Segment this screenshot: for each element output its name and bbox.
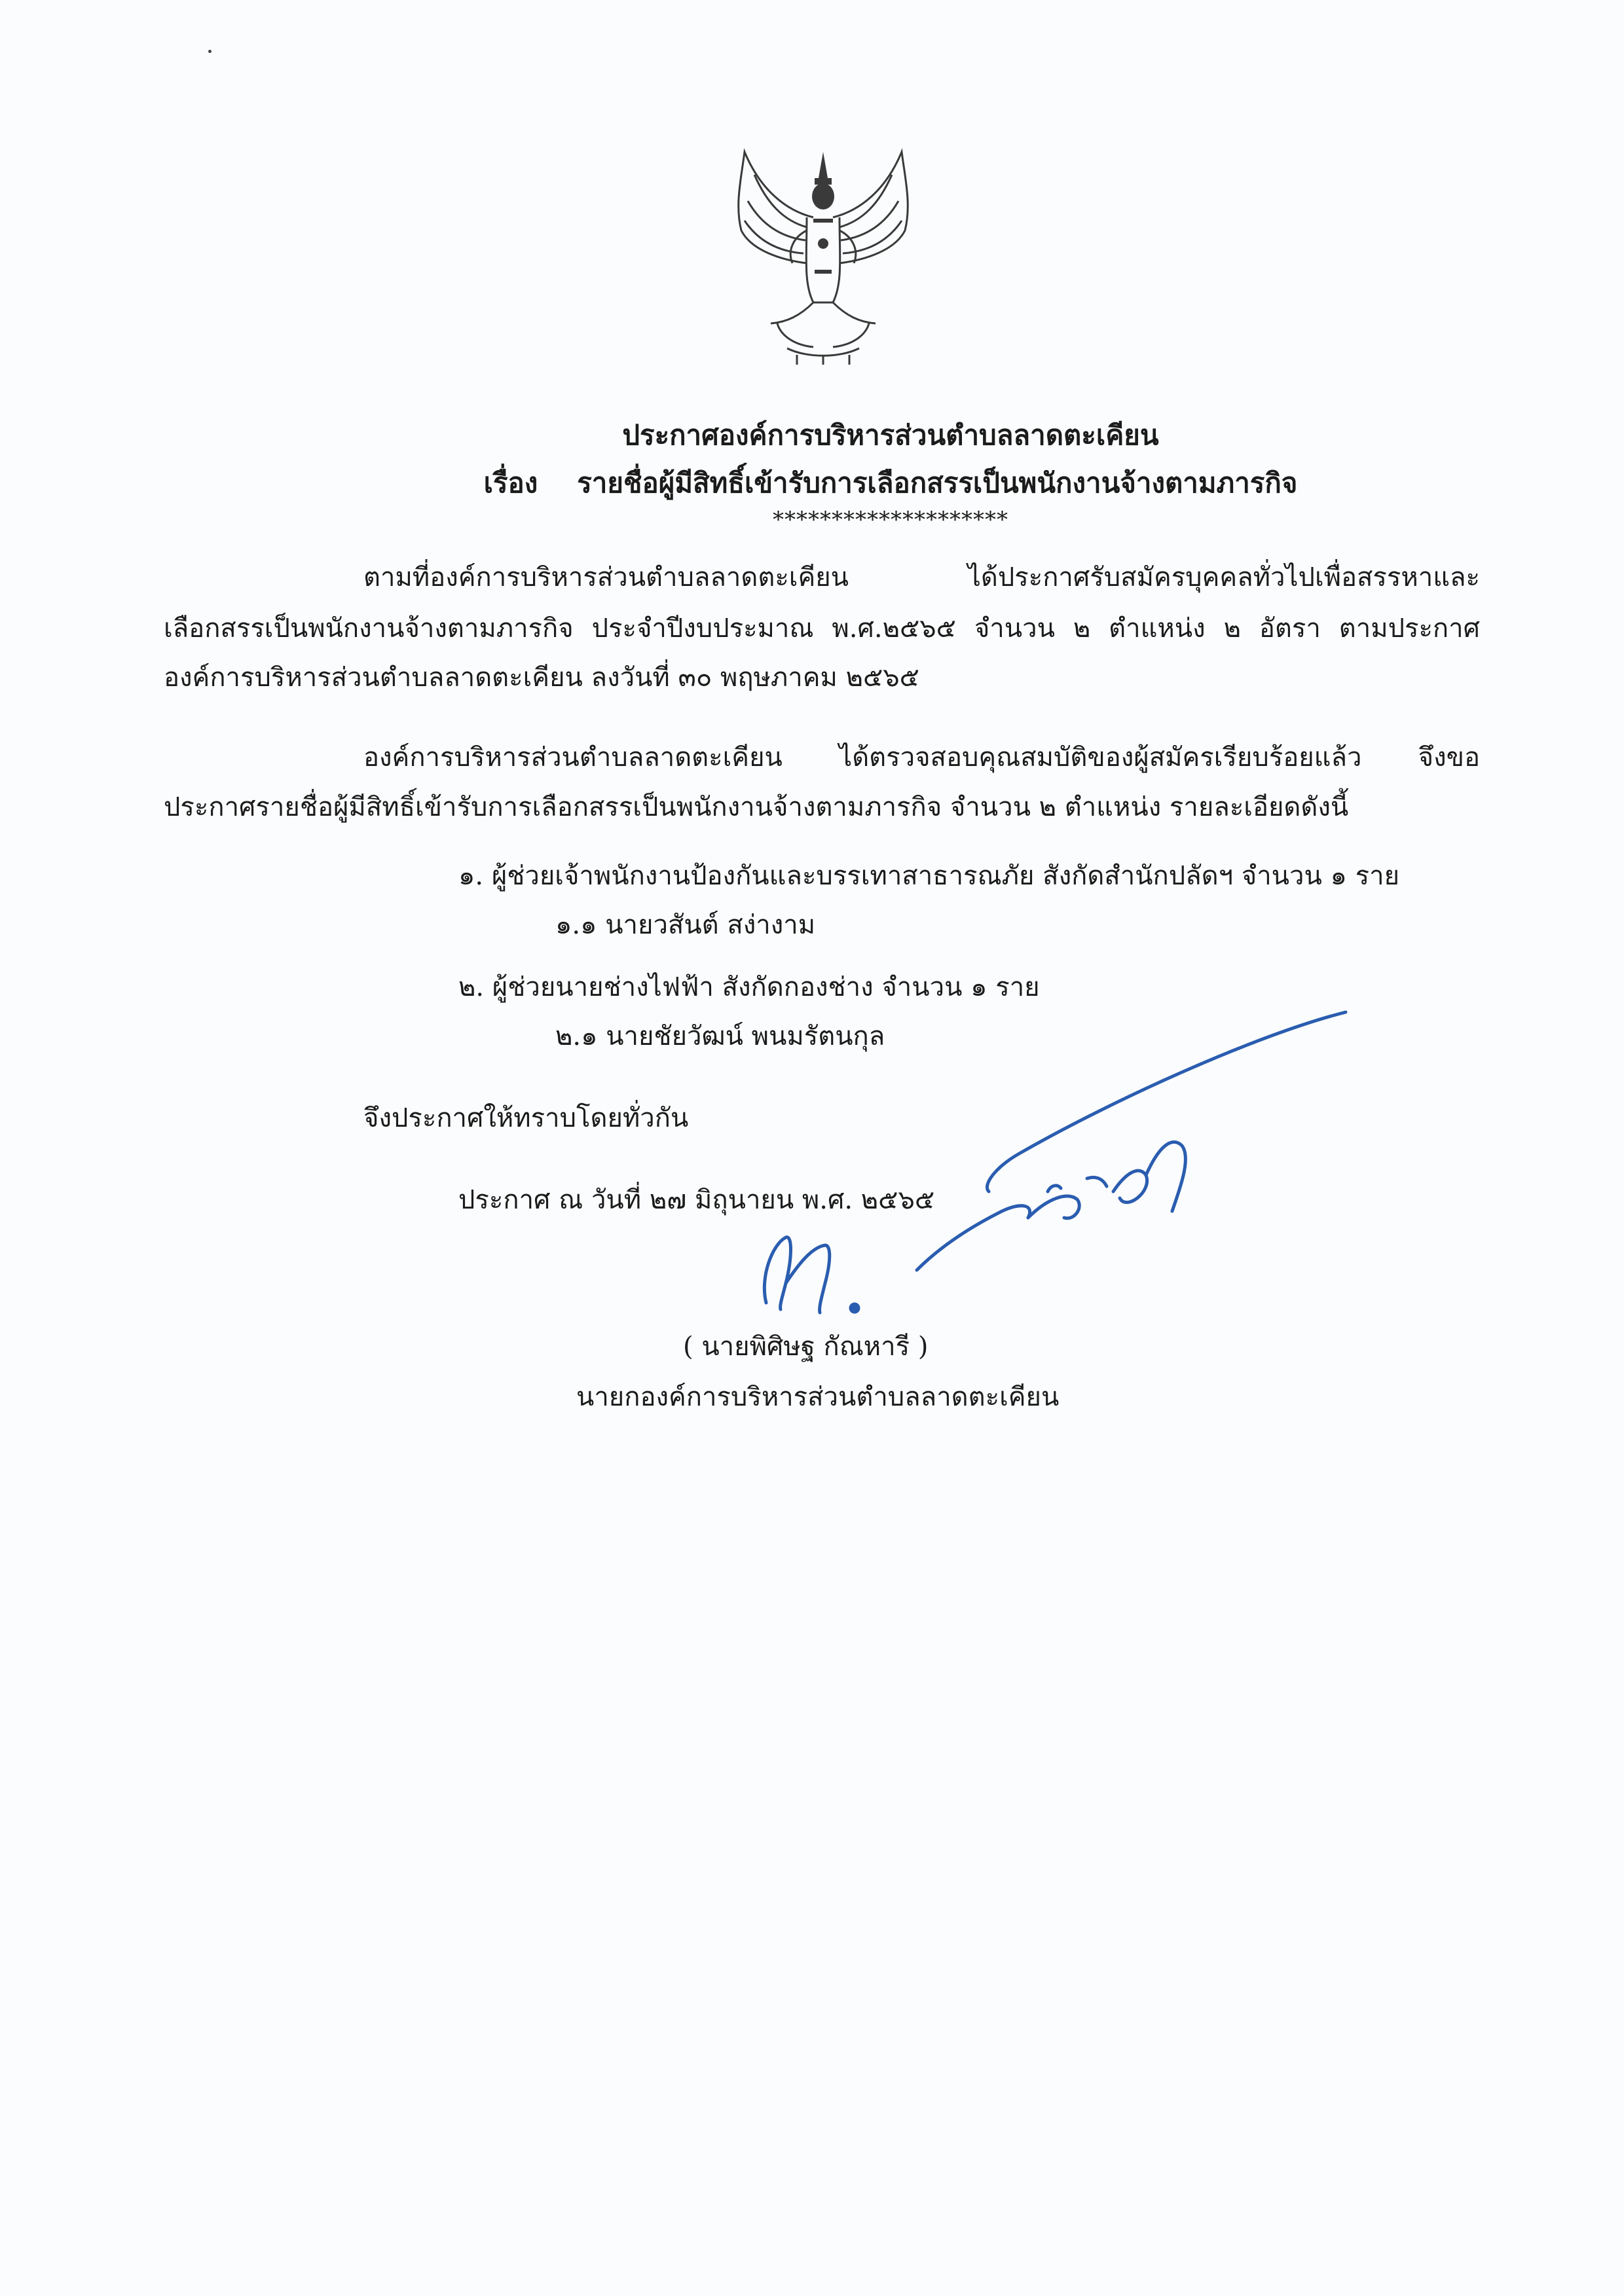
signer-title: นายกองค์การบริหารส่วนตำบลลาดตะเคียน <box>576 1382 1060 1412</box>
title-divider: ******************** <box>773 507 1008 533</box>
closing-announce: จึงประกาศให้ทราบโดยทั่วกัน <box>363 1103 689 1133</box>
paragraph-2-line-1: องค์การบริหารส่วนตำบลลาดตะเคียน ได้ตรวจสอบคุณสมบัติของผู้สมัครเรียบร้อยแล้ว จึงขอ <box>363 742 1480 773</box>
subject-label: เรื่อง <box>483 467 538 499</box>
paragraph-1-line-1: ตามที่องค์การบริหารส่วนตำบลลาดตะเคียน ได้ประกาศรับสมัครบุคคลทั่วไปเพื่อสรรหาและ <box>363 562 1480 592</box>
position-item-2: ๒. ผู้ช่วยนายช่างไฟฟ้า สังกัดกองช่าง จำนวน ๑ ราย <box>458 972 1040 1002</box>
position-1-candidate: ๑.๑ นายวสันต์ สง่างาม <box>555 910 816 940</box>
paragraph-1-line-3: องค์การบริหารส่วนตำบลลาดตะเคียน ลงวันที่ ๓๐ พฤษภาคม ๒๕๖๕ <box>164 663 919 693</box>
announcement-date: ประกาศ ณ วันที่ ๒๗ มิถุนายน พ.ศ. ๒๕๖๕ <box>458 1185 935 1215</box>
position-2-candidate: ๒.๑ นายชัยวัฒน์ พนมรัตนกุล <box>555 1021 885 1051</box>
scan-speck <box>208 50 212 53</box>
signer-name: ( นายพิศิษฐ กัณหารี ) <box>683 1332 929 1362</box>
paragraph-2-line-2: ประกาศรายชื่อผู้มีสิทธิ์เข้ารับการเลือกสรรเป็นพนักงานจ้างตามภารกิจ จำนวน ๒ ตำแหน่ง รายละเอียดดังนี้ <box>164 792 1349 822</box>
position-item-1: ๑. ผู้ช่วยเจ้าพนักงานป้องกันและบรรเทาสาธารณภัย สังกัดสำนักปลัดฯ จำนวน ๑ ราย <box>458 861 1400 891</box>
announcement-subject: รายชื่อผู้มีสิทธิ์เข้ารับการเลือกสรรเป็นพนักงานจ้างตามภารกิจ <box>577 467 1298 499</box>
garuda-emblem-icon <box>715 139 931 365</box>
signature-image <box>720 995 1375 1336</box>
announcement-subject-line <box>79 462 1624 505</box>
paragraph-1-line-2: เลือกสรรเป็นพนักงานจ้างตามภารกิจ ประจำปีงบประมาณ พ.ศ.๒๕๖๕ จำนวน ๒ ตำแหน่ง ๒ อัตรา ตามประกาศ <box>164 613 1480 644</box>
announcement-title: ประกาศองค์การบริหารส่วนตำบลลาดตะเคียน <box>622 419 1159 451</box>
